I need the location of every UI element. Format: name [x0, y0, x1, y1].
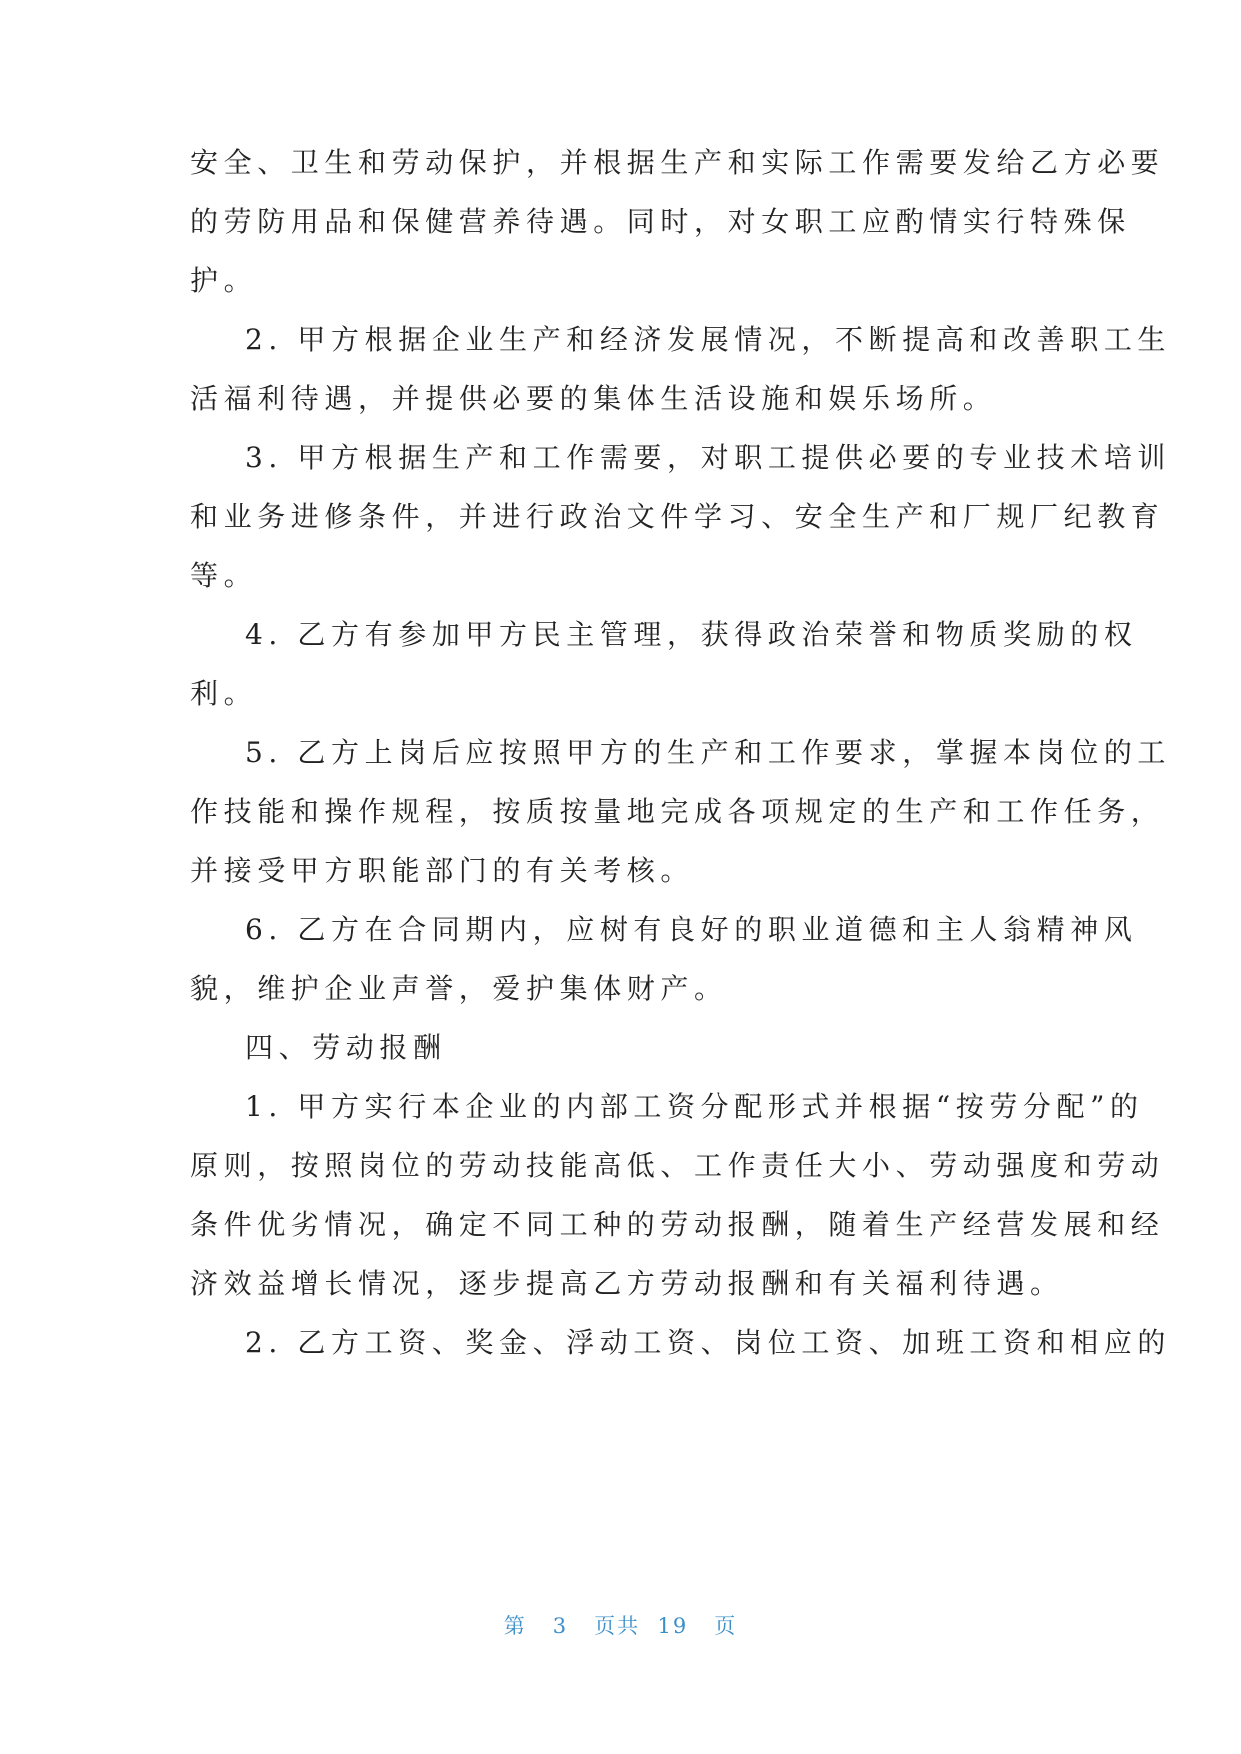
- text-line: 原则，按照岗位的劳动技能高低、工作责任大小、劳动强度和劳动: [190, 1149, 1165, 1182]
- text-line: 1. 甲方实行本企业的内部工资分配形式并根据“按劳分配”的: [245, 1090, 1144, 1123]
- footer-total-pages: 19: [657, 1614, 689, 1638]
- text-line: 2. 乙方工资、奖金、浮动工资、岗位工资、加班工资和相应的: [245, 1326, 1172, 1359]
- text-line: 条件优劣情况，确定不同工种的劳动报酬，随着生产经营发展和经: [190, 1208, 1165, 1241]
- text-line: 护。: [190, 264, 258, 297]
- footer-prefix: 第: [503, 1614, 527, 1638]
- text-line: 作技能和操作规程，按质按量地完成各项规定的生产和工作任务，: [190, 795, 1165, 828]
- text-line: 等。: [190, 559, 258, 592]
- text-line: 活福利待遇，并提供必要的集体生活设施和娱乐场所。: [190, 382, 997, 415]
- text-line: 6. 乙方在合同期内，应树有良好的职业道德和主人翁精神风: [245, 913, 1138, 946]
- text-line: 2. 甲方根据企业生产和经济发展情况，不断提高和改善职工生: [245, 323, 1172, 356]
- text-line: 5. 乙方上岗后应按照甲方的生产和工作要求，掌握本岗位的工: [245, 736, 1172, 769]
- page-footer: [0, 1610, 1241, 1640]
- section-heading: 四、劳动报酬: [245, 1031, 447, 1064]
- text-line: 4. 乙方有参加甲方民主管理，获得政治荣誉和物质奖励的权: [245, 618, 1138, 651]
- text-line: 济效益增长情况，逐步提高乙方劳动报酬和有关福利待遇。: [190, 1267, 1064, 1300]
- text-line: 和业务进修条件，并进行政治文件学习、安全生产和厂规厂纪教育: [190, 500, 1165, 533]
- text-line: 并接受甲方职能部门的有关考核。: [190, 854, 695, 887]
- text-line: 貌，维护企业声誉，爱护集体财产。: [190, 972, 728, 1005]
- footer-suffix: 页: [714, 1614, 738, 1638]
- text-line: 3. 甲方根据生产和工作需要，对职工提供必要的专业技术培训: [245, 441, 1172, 474]
- footer-middle: 页共: [594, 1614, 641, 1638]
- footer-current-page: 3: [552, 1614, 569, 1638]
- text-line: 的劳防用品和保健营养待遇。同时，对女职工应酌情实行特殊保: [190, 205, 1131, 238]
- text-line: 安全、卫生和劳动保护，并根据生产和实际工作需要发给乙方必要: [190, 146, 1165, 179]
- text-line: 利。: [190, 677, 258, 710]
